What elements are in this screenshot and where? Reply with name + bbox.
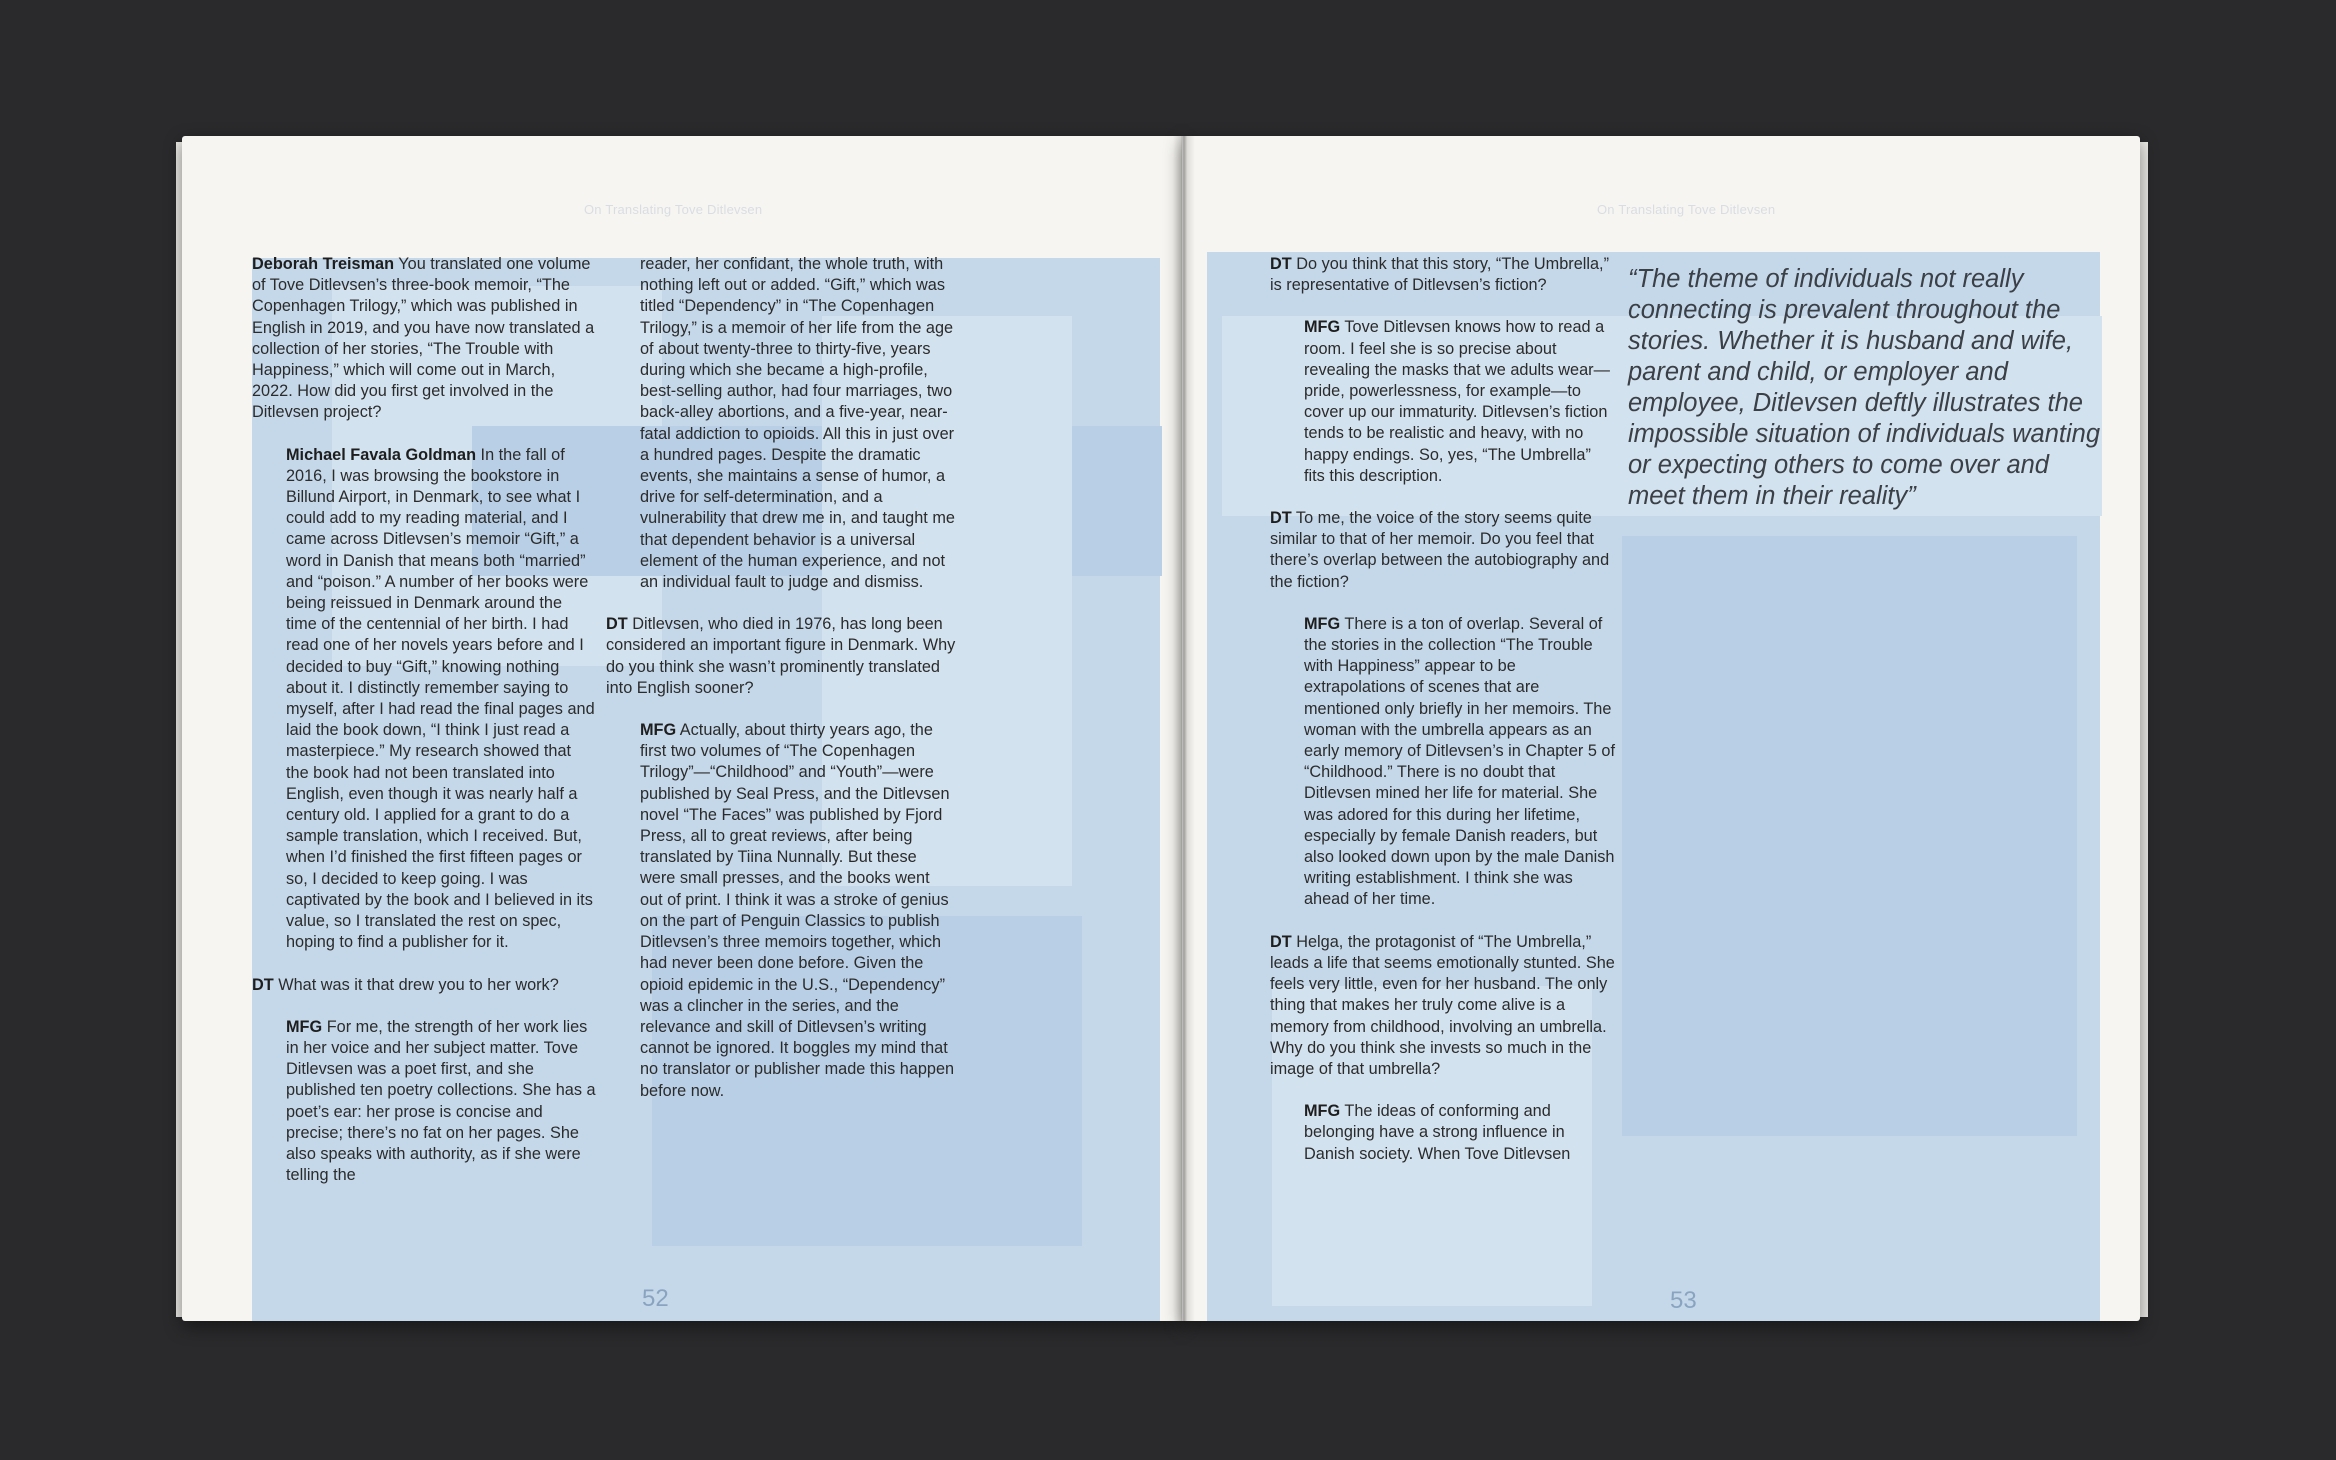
question-paragraph: DT Helga, the protagonist of “The Umbrella,” leads a life that seems emotionally stunted. She feels very little, even for her husband. The only thing that makes her truly come alive is a memory from childhood, involving an umbrella. Why do you think she invests so much in the image of that umbrella? <box>1270 932 1615 1078</box>
pull-quote <box>1628 264 2108 512</box>
question-paragraph: DT To me, the voice of the story seems quite similar to that of her memoir. Do you feel that there’s overlap between the autobiography and the fiction? <box>1270 509 1610 591</box>
answer-paragraph: MFG There is a ton of overlap. Several of the stories in the collection “The Trouble with Happiness” appear to be extrapolations of scenes that are mentioned only briefly in her memoirs. The woman with the umbrella appears as an early memory of Ditlevsen’s in Chapter 5 of “Childhood.” There is no doubt that Ditlevsen mined her life for material. She was adored for this during her lifetime, especially by female Danish readers, but also looked down upon by the male Danish writing establishment. I think she was ahead of her time. <box>1304 614 1615 909</box>
answer-paragraph: MFG For me, the strength of her work lies in her voice and her subject matter. Tove Ditlevsen was a poet first, and she published ten poetry collections. She has a poet’s ear: her prose is concise and precise; there’s no fat on her pages. She also speaks with authority, as if she were telling the <box>286 1017 596 1185</box>
answer-paragraph: reader, her confidant, the whole truth, with nothing left out or added. “Gift,” which was titled “Dependency” in “The Copenhagen Trilogy,” is a memoir of her life from the age of about twenty-three to thirty-five, years during which she became a high-profile, best-selling author, had four marriages, two back-alley abortions, and a five-year, near-fatal addiction to opioids. All this in just over a hundred pages. Despite the dramatic events, she maintains a sense of humor, a drive for self-determination, and a vulnerability that drew me in, and taught me that dependent behavior is a universal element of the human experience, and not an individual fault to judge and dismiss. <box>640 255 955 592</box>
page-number: 53 <box>1670 1287 1697 1314</box>
page-number: 52 <box>642 1285 669 1312</box>
answer-paragraph: Michael Favala Goldman In the fall of 2016, I was browsing the bookstore in Billund Airport, in Denmark, to see what I could add to my reading material, and I came across Ditlevsen’s memoir “Gift,” a word in Danish that means both “married” and “poison.” A number of her books were being reissued in Denmark around the time of the centennial of her birth. I had read one of her novels years before and I decided to buy “Gift,” knowing nothing about it. I distinctly remember saying to myself, after I had read the final pages and laid the book down, “I think I just read a masterpiece.” My research showed that the book had not been translated into English, even though it was nearly half a century old. I applied for a grant to do a sample translation, which I received. But, when I’d finished the first fifteen pages or so, I decided to keep going. I was captivated by the book and I believed in its value, so I translated the rest on spec, hoping to find a publisher for it. <box>286 445 595 952</box>
blue-panel <box>1622 536 2077 1136</box>
left-column-1 <box>252 254 597 1207</box>
answer-paragraph: MFG Tove Ditlevsen knows how to read a room. I feel she is so precise about revealing the masks that we adults wear—pride, powerlessness, for example—to cover up our immaturity. Ditlevsen’s fiction tends to be realistic and heavy, with no happy endings. So, yes, “The Umbrella” fits this description. <box>1304 318 1610 485</box>
speaker-name: MFG <box>1304 614 1341 633</box>
question-paragraph: DT What was it that drew you to her work? <box>252 975 559 994</box>
question-paragraph: DT Ditlevsen, who died in 1976, has long been considered an important figure in Denmark. Why do you think she wasn’t prominently translated into English sooner? <box>606 615 956 697</box>
speaker-name: MFG <box>1304 1102 1341 1121</box>
speaker-name: DT <box>252 975 274 994</box>
running-head: On Translating Tove Ditlevsen <box>584 202 763 217</box>
left-column-2 <box>606 254 956 1123</box>
speaker-name: MFG <box>286 1017 323 1036</box>
speaker-name: MFG <box>640 721 677 740</box>
speaker-name: MFG <box>1304 318 1341 337</box>
speaker-name: DT <box>1270 255 1292 273</box>
answer-paragraph: MFG Actually, about thirty years ago, the first two volumes of “The Copenhagen Trilogy”—“Childhood” and “Youth”—were published by Seal Press, and the Ditlevsen novel “The Faces” was published by Fjord Press, all to great reviews, after being translated by Tiina Nunnally. But these were small presses, and the books went out of print. I think it was a stroke of genius on the part of Penguin Classics to publish Ditlevsen’s three memoirs together, which had never been done before. Given the opioid epidemic in the U.S., “Dependency” was a clincher in the series, and the relevance and skill of Ditlevsen’s writing cannot be ignored. It boggles my mind that no translator or publisher made this happen before now. <box>640 721 955 1100</box>
question-paragraph: Deborah Treisman You translated one volume of Tove Ditlevsen’s three-book memoir, “The Copenhagen Trilogy,” which was published in English in 2019, and you have now translated a collection of her stories, “The Trouble with Happiness,” which will come out in March, 2022. How did you first get involved in the Ditlevsen project? <box>252 255 595 422</box>
question-paragraph: DT Do you think that this story, “The Umbrella,” is representative of Ditlevsen’s fiction? <box>1270 255 1609 295</box>
left-page <box>182 136 1182 1321</box>
speaker-name: DT <box>1270 932 1292 951</box>
pull-quote-text: “The theme of individuals not really connecting is prevalent throughout the stories. Whether it is husband and wife, parent and child, or employer and employee, Ditlevsen deftly illustrates the impossible situation of individuals wanting or expecting others to come over and meet them in their reality” <box>1628 265 2101 510</box>
book-spine <box>1173 136 1195 1321</box>
speaker-name: Michael Favala Goldman <box>286 445 477 464</box>
answer-paragraph: MFG The ideas of conforming and belonging have a strong influence in Danish society. When Tove Ditlevsen <box>1304 1102 1571 1163</box>
speaker-name: Deborah Treisman <box>252 255 395 273</box>
speaker-name: DT <box>1270 509 1292 528</box>
running-head: On Translating Tove Ditlevsen <box>1597 202 1776 217</box>
speaker-name: DT <box>606 615 628 634</box>
right-page <box>1182 136 2140 1321</box>
right-column-1 <box>1270 254 1615 1186</box>
